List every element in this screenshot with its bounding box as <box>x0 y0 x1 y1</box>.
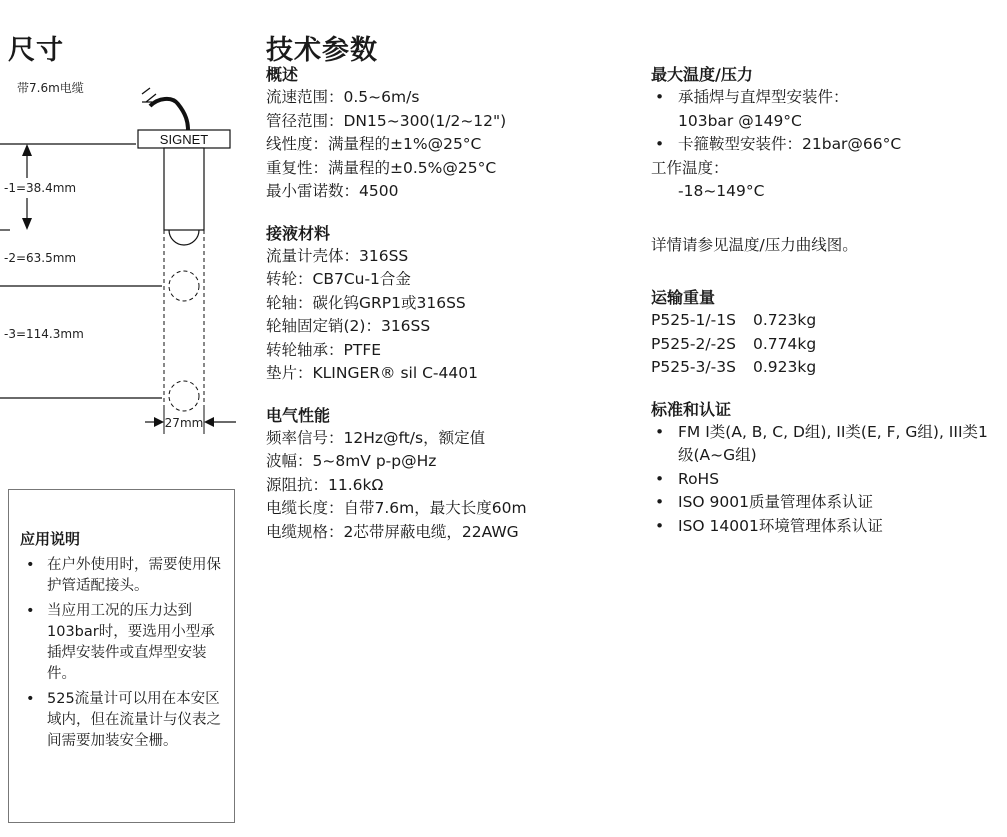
specs-title: 技术参数 <box>266 35 378 66</box>
maxtemp-item: • 卡箍鞍型安装件：21bar@66°C <box>651 133 1003 157</box>
application-note-box <box>8 489 235 823</box>
spec-line: 频率信号：12Hz@ft/s，额定值 <box>266 428 486 447</box>
signet-label: SIGNET <box>159 132 209 147</box>
spec-line: 转轮：CB7Cu-1合金 <box>266 270 411 288</box>
maxtemp-item-text: 103bar @149°C <box>678 111 802 130</box>
standards-item: • ISO 14001环境管理体系认证 <box>651 515 1003 539</box>
standards-heading: 标准和认证 <box>651 399 732 419</box>
width-label: 27mm <box>164 416 204 430</box>
weight-cell: 0.923kg <box>753 358 817 376</box>
see-curve-note: 详情请参见温度/压力曲线图。 <box>651 235 858 254</box>
spec-line: 流量计壳体：316SS <box>266 246 409 265</box>
model-cell: P525-2/-2S <box>651 334 736 353</box>
work-temp-label: 工作温度： <box>651 158 729 177</box>
table-row <box>651 356 816 380</box>
specs-column <box>266 64 636 563</box>
materials-section <box>266 223 636 386</box>
electrical-section <box>266 405 636 545</box>
spec-line: 波幅：5~8mV p-p@Hz <box>266 452 437 470</box>
sensor-body <box>164 148 204 230</box>
spec-line: 电缆规格：2芯带屏蔽电缆，22AWG <box>266 522 519 541</box>
dimension-drawing <box>0 76 250 446</box>
dimensions-title: 尺寸 <box>8 35 64 66</box>
maxtemp-heading: 最大温度/压力 <box>651 65 753 84</box>
note-item: • 当应用工况的压力达到103bar时，要选用小型承插焊安装件或直焊型安装件。 <box>20 601 222 685</box>
dim-2-label: -2=63.5mm <box>4 251 77 265</box>
overview-heading: 概述 <box>266 65 299 84</box>
standards-item: • ISO 9001质量管理体系认证 <box>651 491 1003 515</box>
note-title: 应用说明 <box>20 530 81 548</box>
maxtemp-list <box>651 86 1003 157</box>
weight-heading: 运输重量 <box>651 288 716 307</box>
standards-section <box>651 399 1003 539</box>
standards-list <box>651 421 1003 539</box>
note-list <box>20 555 222 752</box>
spec-line: 重复性：满量程的±0.5%@25°C <box>266 158 497 177</box>
electrical-heading: 电气性能 <box>266 405 331 425</box>
spec-line: 最小雷诺数：4500 <box>266 182 399 200</box>
spec-line: 源阻抗：11.6kΩ <box>266 475 384 494</box>
spec-line: 电缆长度：自带7.6m，最大长度60m <box>266 499 527 517</box>
work-temp-value: -18~149°C <box>678 182 765 200</box>
spec-line: 管径范围：DN15~300(1/2~12") <box>266 111 507 130</box>
spec-line: 轮轴：碳化钨GRP1或316SS <box>266 293 466 312</box>
spec-line: 垫片：KLINGER® sil C-4401 <box>266 364 478 382</box>
standards-item: • RoHS <box>651 468 1003 492</box>
weight-table <box>651 309 816 380</box>
standards-item: • FM I类(A, B, C, D组), II类(E, F, G组), III类1级(A~G组) <box>651 421 1003 468</box>
weight-cell: 0.774kg <box>753 334 817 353</box>
right-column <box>651 64 1003 557</box>
cable-icon <box>150 99 188 130</box>
dim-3-label: -3=114.3mm <box>4 327 84 341</box>
weight-cell: 0.723kg <box>753 311 817 329</box>
overview-section <box>266 64 636 204</box>
maxtemp-item <box>651 86 1003 133</box>
cable-label: 带7.6m电缆 <box>17 81 84 95</box>
spec-line: 轮轴固定销(2)：316SS <box>266 317 431 335</box>
weight-section <box>651 287 1003 380</box>
model-cell: P525-3/-3S <box>651 358 736 376</box>
dim-1-label: -1=38.4mm <box>4 181 77 195</box>
note-item: • 525流量计可以用在本安区域内，但在流量计与仪表之间需要加装安全栅。 <box>20 689 222 752</box>
table-row <box>651 309 816 333</box>
materials-heading: 接液材料 <box>266 223 331 243</box>
table-row <box>651 333 816 357</box>
maxtemp-section <box>651 64 1003 204</box>
note-item: • 在户外使用时，需要使用保护管适配接头。 <box>20 555 222 597</box>
spec-line: 流速范围：0.5~6m/s <box>266 88 420 106</box>
spec-line: 线性度：满量程的±1%@25°C <box>266 135 482 153</box>
spec-line: 转轮轴承：PTFE <box>266 340 382 359</box>
model-cell: P525-1/-1S <box>651 311 736 329</box>
maxtemp-item-text: 承插焊与直焊型安装件： <box>678 88 849 106</box>
